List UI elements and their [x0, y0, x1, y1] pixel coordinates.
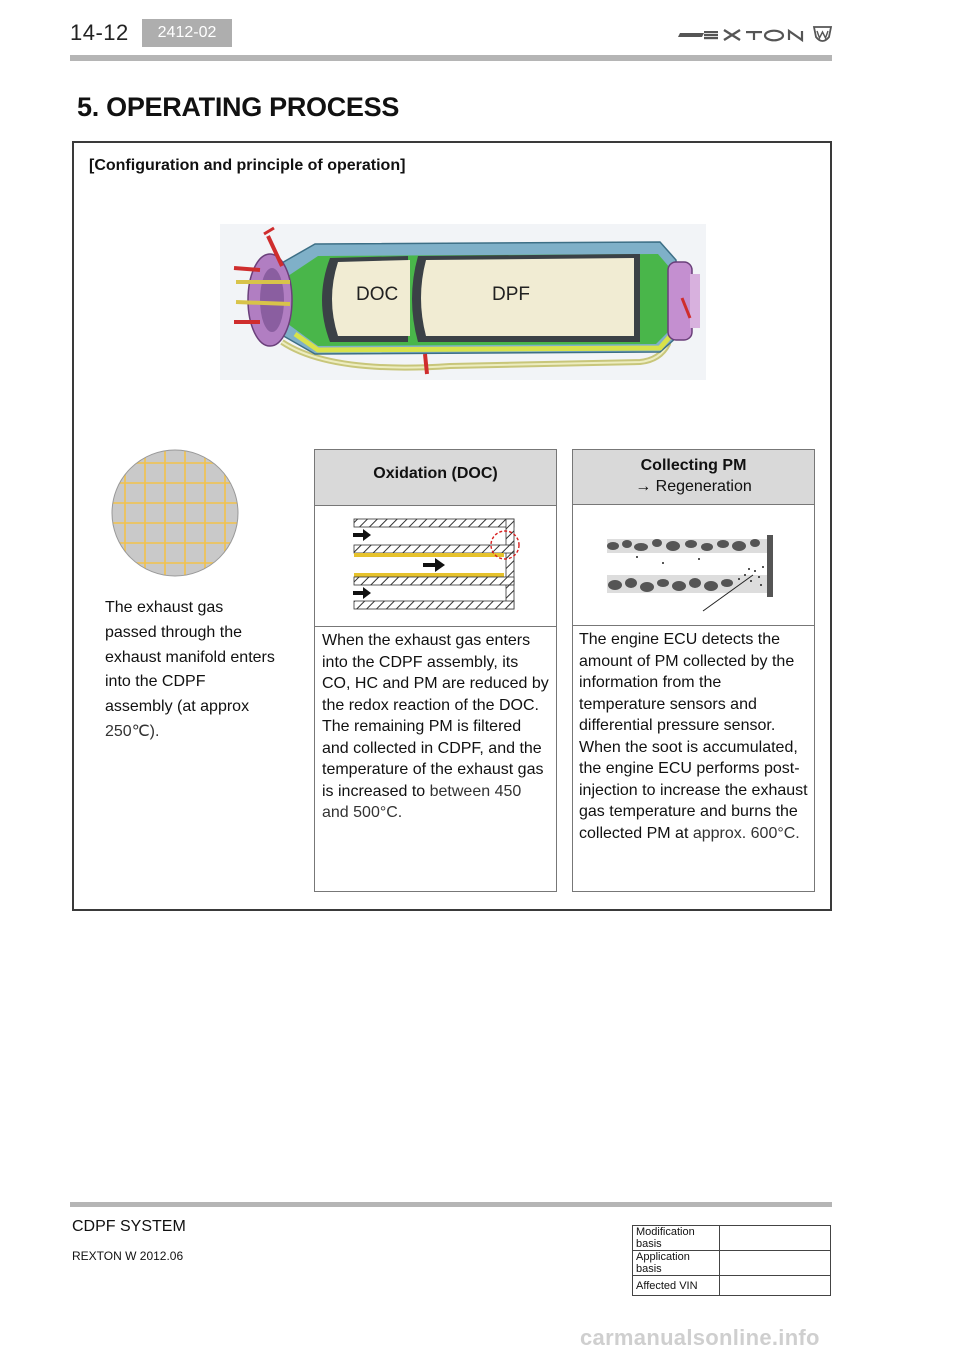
oxidation-illustration-cell [315, 506, 556, 627]
basis-label: Modification basis [633, 1226, 720, 1251]
rexton-logo [678, 24, 834, 46]
collecting-pm-box [572, 449, 815, 892]
oxidation-description [315, 627, 556, 827]
section-code-badge: 2412-02 [142, 19, 232, 47]
collecting-text: The engine ECU detects the amount of PM collected by the information from the temperature sensors and differential pressure sensor. When the soot is accumulated, the engine ECU performs post-injection to increase the exhaust gas temperature and burns the collected PM at [579, 631, 808, 842]
footer-system-title: CDPF SYSTEM [72, 1218, 186, 1235]
basis-table [632, 1225, 831, 1296]
exhaust-inlet-temperature: 250℃). [105, 722, 160, 740]
cdpf-assembly-diagram [220, 224, 706, 380]
watermark: carmanualsonline.info [580, 1325, 820, 1350]
header-rule [70, 55, 832, 61]
exhaust-cross-section-illustration [111, 449, 239, 577]
basis-row [633, 1251, 831, 1276]
dpf-label: DPF [492, 284, 530, 305]
exhaust-inlet-text: The exhaust gas passed through the exhaust manifold enters into the CDPF assembly (at approx [105, 599, 275, 716]
basis-row [633, 1276, 831, 1296]
basis-row [633, 1226, 831, 1251]
footer-rule [70, 1202, 832, 1207]
basis-value [720, 1276, 831, 1296]
doc-label: DOC [356, 284, 399, 305]
collecting-temperature: approx. 600°C. [692, 824, 800, 842]
basis-value [720, 1251, 831, 1276]
section-title: 5. OPERATING PROCESS [77, 92, 400, 122]
oxidation-doc-box [314, 449, 557, 892]
oxidation-temperature: between 450 and 500°C. [322, 782, 522, 821]
basis-label: Affected VIN [633, 1276, 720, 1296]
subsection-heading: [Configuration and principle of operation] [89, 157, 406, 174]
collecting-box-title: Collecting PM [640, 457, 747, 474]
collecting-description [573, 626, 814, 847]
basis-value [720, 1226, 831, 1251]
footer-model: REXTON W 2012.06 [72, 1249, 184, 1263]
exhaust-inlet-description [105, 596, 275, 745]
pm-collection-illustration [603, 525, 783, 615]
page-number: 14-12 [70, 20, 129, 45]
collecting-box-title-cell [573, 450, 814, 505]
basis-label: Application basis [633, 1251, 720, 1276]
collecting-illustration-cell [573, 505, 814, 626]
oxidation-text: When the exhaust gas enters into the CDPF assembly, its CO, HC and PM are reduced by the redox reaction of the DOC. The remaining PM is filtered and collected in CDPF, and the temperature of the exhaust gas is increased to [322, 632, 549, 800]
oxidation-box-title: Oxidation (DOC) [315, 450, 556, 506]
doc-flow-illustration [349, 517, 539, 613]
collecting-box-subtitle: → Regeneration [635, 478, 752, 495]
